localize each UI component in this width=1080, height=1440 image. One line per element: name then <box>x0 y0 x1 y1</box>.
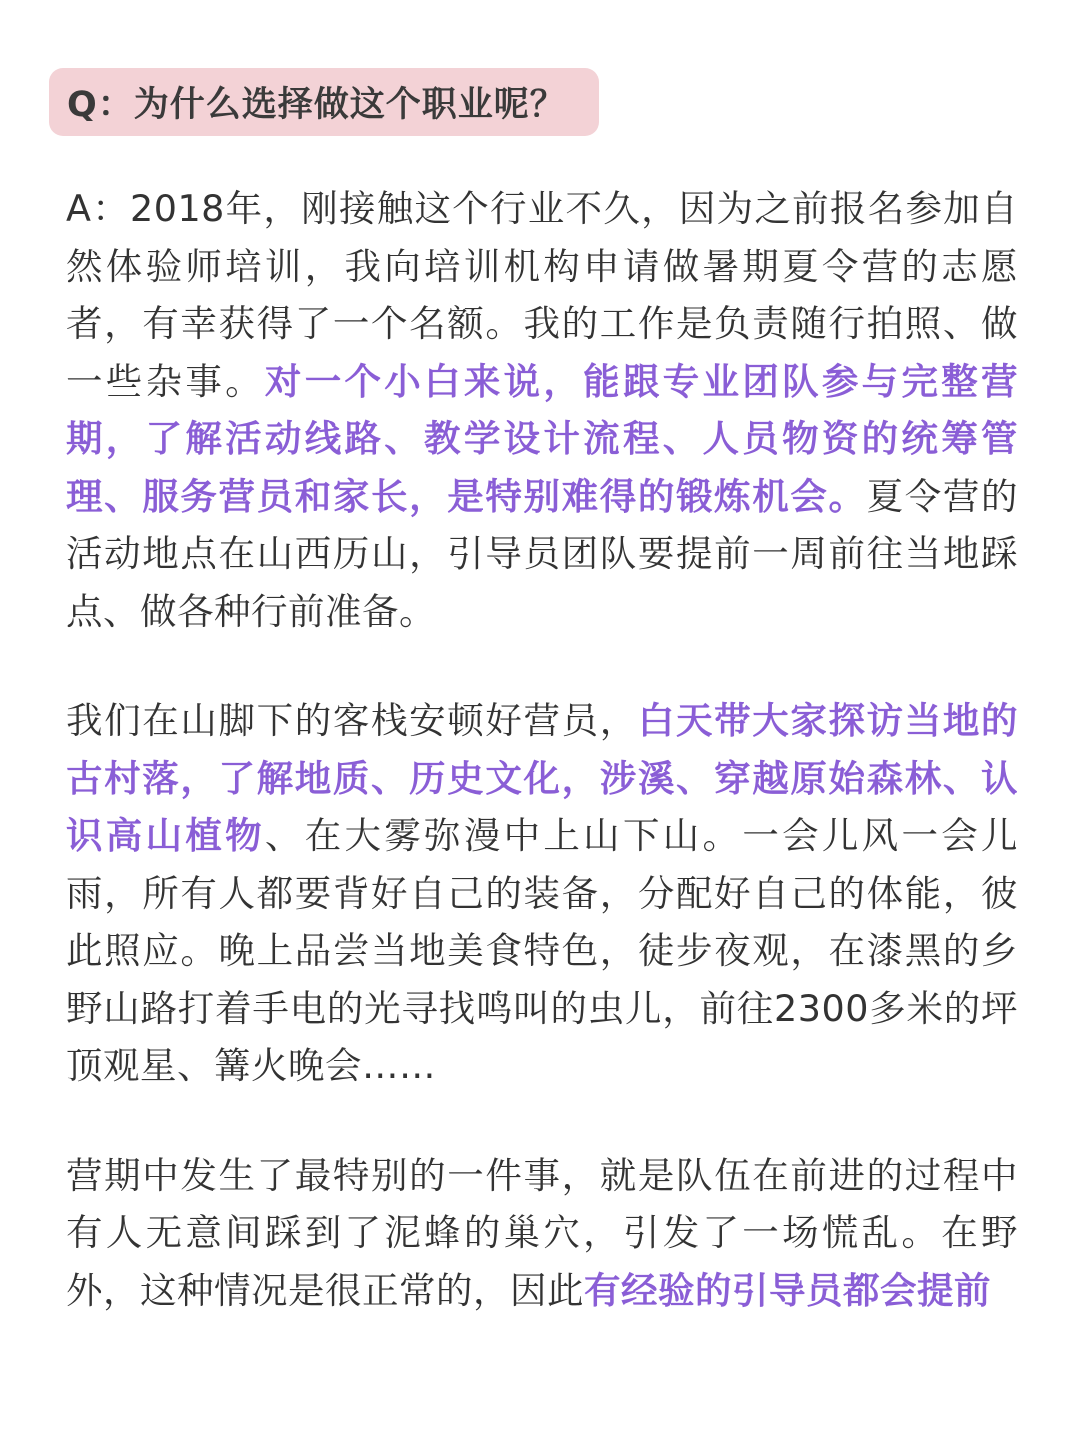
highlighted-text: 有经验的引导员都会提前 <box>584 1268 991 1312</box>
question-text: Q：为什么选择做这个职业呢？ <box>67 85 566 125</box>
highlighted-text: 白天带大家探访当地的古村落，了解地质、历史文化，涉溪、穿越原始森林、认识高山植物 <box>66 699 1018 857</box>
question-heading-pill <box>49 68 599 136</box>
answer-paragraph-2 <box>66 692 1018 1095</box>
answer-paragraph-3 <box>66 1147 1018 1320</box>
answer-text: A：2018年，刚接触这个行业不久，因为之前报名参加自然体验师培训，我向培训机构申请做暑期夏令营的志愿者，有幸获得了一个名额。我的工作是负责随行拍照、做一些杂事。 <box>66 187 1018 403</box>
highlighted-text: 对一个小白来说，能跟专业团队参与完整营期，了解活动线路、教学设计流程、人员物资的统筹管理、服务营员和家长，是特别难得的锻炼机会。 <box>66 359 1019 518</box>
answer-text: 营期中发生了最特别的一件事，就是队伍在前进的过程中有人无意间踩到了泥蜂的巢穴，引发了一场慌乱。在野外，这种情况是很正常的，因此 <box>66 1153 1018 1312</box>
answer-text: 夏令营的活动地点在山西历山，引导员团队要提前一周前往当地踩点、做各种行前准备。 <box>66 474 1018 633</box>
answer-body <box>66 180 1018 1371</box>
answer-text: 、在大雾弥漫中上山下山。一会儿风一会儿雨，所有人都要背好自己的装备，分配好自己的体能，彼此照应。晚上品尝当地美食特色，徒步夜观，在漆黑的乡野山路打着手电的光寻找鸣叫的虫儿，前往2300多米的坪顶观星、篝火晚会…… <box>66 814 1019 1087</box>
answer-paragraph-1 <box>66 180 1018 640</box>
answer-text: 我们在山脚下的客栈安顿好营员， <box>66 699 638 742</box>
